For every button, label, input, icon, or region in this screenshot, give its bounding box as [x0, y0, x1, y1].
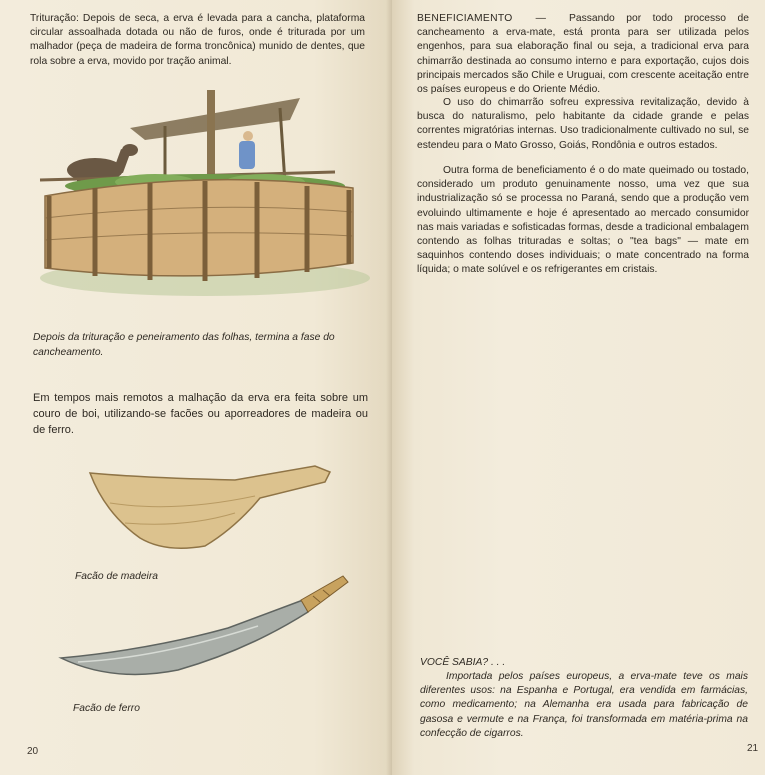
cancha-illustration: [35, 88, 375, 303]
paragraph-trituracao: Trituração: Depois de seca, a erva é levada para a cancha, plataforma circular assoalhada dotada ou não de furos, onde é triturada por um malhador (peça de madeira de forma troncônica) munido de dentes, que rola sobre a erva, movido por tração animal.: [30, 13, 365, 67]
paragraph-chimarrao: O uso do chimarrão sofreu expressiva revitalização, devido à busca do naturalismo, pelo habitante da cidade grande e pelas correntes migratórias internas. Uso tradicionalmente cultivado no sul, se estendeu para o Mato Grosso, Goiás, Rondônia e outros estados.: [417, 97, 749, 151]
note-text: Importada pelos países europeus, a erva-mate teve os mais diferentes usos: na Espanha e Portugal, era vendida em farmácias, como medicamento; na Alemanha era usada para fabricação de gasosa e vermute e na França, foi transformada em matéria-prima na confecção de cigarros.: [420, 671, 748, 739]
iron-machete-illustration: [58, 570, 353, 685]
heading-dash: —: [524, 13, 558, 24]
caption-cancheamento: Depois da trituração e peneiramento das folhas, termina a fase do cancheamento.: [33, 332, 335, 358]
paragraph-tempos-remotos: Em tempos mais remotos a malhação da erva era feita sobre um couro de boi, utilizando-se facões ou aporreadores de madeira ou de ferro.: [33, 392, 368, 436]
caption-facao-madeira: Facão de madeira: [75, 571, 158, 582]
paragraph-mate-queimado: Outra forma de beneficiamento é o do mate queimado ou tostado, considerado um produto genuinamente nosso, uma vez que sua industrialização só se processa no Paraná, sendo que a produção vem evoluindo ultimamente e hoje é apresentado ao mercado consumidor nas mais variadas e sofisticadas formas, desde a tradicional embalagem contendo as folhas trituradas e soltas; o "tea bags" — mate em saquinhos contendo doses individuais; o mate concentrado na forma líquida; o mate solúvel e os refrigerantes em cristais.: [417, 165, 749, 276]
caption-facao-ferro: Facão de ferro: [73, 703, 140, 714]
note-title: VOCÊ SABIA? . . .: [420, 657, 506, 668]
page-number-left: 20: [27, 746, 39, 757]
wooden-machete-illustration: [85, 458, 335, 558]
paragraph-beneficiamento-text: Passando por todo processo de cancheamento a erva-mate, está pronta para ser utilizada pelos engenhos, para sua elaboração final ou seja, a tradicional erva para chimarrão destinada ao consumo interno e para exportação, cujos dois principais mercados são Chile e Uruguai, com crescente aceitação entre os países europeus e do Oriente Médio.: [417, 13, 749, 96]
right-page: [392, 0, 765, 775]
section-heading: BENEFICIAMENTO: [417, 13, 513, 24]
page-number-right: 21: [747, 743, 759, 754]
paragraph-beneficiamento: [417, 12, 749, 97]
